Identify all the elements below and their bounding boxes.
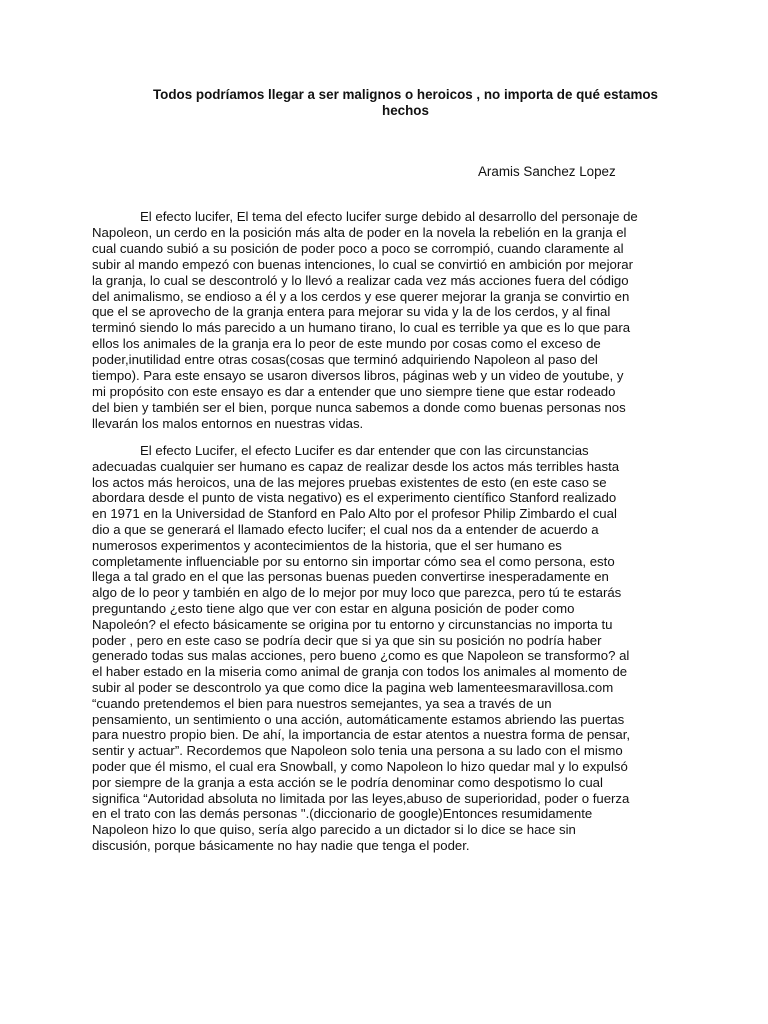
- paragraph-2: [92, 443, 672, 854]
- text-line: discusión, porque básicamente no hay nadie que tenga el poder.: [92, 837, 470, 853]
- text-line: los actos más heroicos, una de las mejores pruebas existentes de esto (en este caso se: [92, 474, 607, 490]
- author-name: Aramis Sanchez Lopez: [478, 164, 616, 179]
- text-line: tiempo). Para este ensayo se usaron diversos libros, páginas web y un video de youtube, y: [92, 368, 624, 384]
- text-line: El efecto lucifer, El tema del efecto lucifer surge debido al desarrollo del personaje de: [140, 209, 638, 224]
- text-line: del bien y también ser el bien, porque nunca sabemos a donde como buenas personas nos: [92, 399, 626, 415]
- text-line: del animalismo, se endioso a él y a los cerdos y ese querer mejorar la granja se convirtio en: [92, 288, 630, 304]
- text-line: El efecto Lucifer, el efecto Lucifer es dar entender que con las circunstancias: [140, 443, 589, 458]
- text-line: “cuando pretendemos el bien para nuestros semejantes, ya sea a través de un: [92, 695, 552, 711]
- text-line: terminó siendo lo más parecido a un humano tirano, lo cual es terrible ya que es lo que para: [92, 320, 631, 336]
- text-line: Napoleon, un cerdo en la posición más alta de poder en la novela la rebelión en la granja el: [92, 224, 627, 240]
- text-line: preguntando ¿esto tiene algo que ver con estar en alguna posición de poder como: [92, 600, 575, 616]
- text-line: significa “Autoridad absoluta no limitada por las leyes,abuso de superioridad, poder o fuerza: [92, 790, 630, 806]
- text-line: dio a que se generará el llamado efecto lucifer; el cual nos da a entender de acuerdo a: [92, 521, 599, 537]
- text-line: mi propósito con este ensayo es dar a entender que uno siempre tiene que estar rodeado: [92, 383, 616, 399]
- text-line: para nuestro propio bien. De ahí, la importancia de estar atentos a nuestra forma de pensar,: [92, 727, 631, 743]
- text-line: en el trato con las demás personas ".(diccionario de google)Entonces resumidamente: [92, 806, 593, 822]
- text-line: subir al mando empezó con buenas intenciones, lo cual se convirtió en ambición por mejorar: [92, 256, 633, 272]
- text-line: pensamiento, un sentimiento o una acción, automáticamente estamos abriendo las puertas: [92, 711, 625, 727]
- text-line: poder , pero en este caso se podría decir que si ya que sin su posición no podría haber: [92, 632, 602, 648]
- title-line: Todos podríamos llegar a ser malignos o heroicos , no importa de qué estamos: [153, 87, 658, 102]
- text-line: el haber estado en la miseria como animal de granja con todos los animales al momento de: [92, 664, 628, 680]
- text-line: llega a tal grado en el que las personas buenas pueden convertirse inesperadamente en: [92, 569, 609, 585]
- text-line: completamente influenciable por su entorno sin importar cómo sea el como persona, esto: [92, 553, 615, 569]
- text-line: ellos los animales de la granja era lo peor de este mundo por cosas como el exceso de: [92, 336, 601, 352]
- text-line: sentir y actuar”. Recordemos que Napoleon solo tenia una persona a su lado con el mismo: [92, 743, 623, 759]
- paragraph-1: [92, 209, 672, 432]
- text-line: la granja, lo cual se descontroló y lo llevó a realizar cada vez más acciones fuera del código: [92, 272, 629, 288]
- text-line: llevarán los malos entornos en nuestras vidas.: [92, 415, 364, 431]
- text-line: cual cuando subió a su posición de poder poco a poco se corrompió, cuando claramente al: [92, 240, 624, 256]
- text-line: Napoleon hizo lo que quiso, sería algo parecido a un dictador si lo dice se hace sin: [92, 822, 576, 838]
- text-line: adecuadas cualquier ser humano es capaz de realizar desde los actos más terribles hasta: [92, 458, 620, 474]
- text-line: generado todas sus malas acciones, pero bueno ¿como es que Napoleon se transformo? al: [92, 648, 630, 664]
- text-line: Napoleón? el efecto básicamente se origina por tu entorno y circunstancias no importa tu: [92, 616, 613, 632]
- text-line: subir al poder se descontrolo ya que como dice la pagina web lamenteesmaravillosa.com: [92, 679, 614, 695]
- text-line: por siempre de la granja a esta acción se le podría denominar como despotismo lo cual: [92, 774, 603, 790]
- text-line: poder,inutilidad entre otras cosas(cosas que terminó adquiriendo Napoleon al paso del: [92, 352, 598, 368]
- text-line: en 1971 en la Universidad de Stanford en Palo Alto por el profesor Philip Zimbardo el cual: [92, 506, 617, 522]
- text-line: que el se aprovecho de la granja entera para mejorar su vida y la de los cerdos, y al final: [92, 304, 611, 320]
- text-line: poder que él mismo, el cual era Snowball, y como Napoleon lo hizo quedar mal y lo expulsó: [92, 758, 628, 774]
- title-line: hechos: [382, 103, 429, 118]
- text-line: numerosos experimentos y acontecimientos de la historia, que el ser humano es: [92, 537, 562, 553]
- text-line: algo de lo peor y también en algo de lo mejor por muy loco que parezca, pero tú te estarás: [92, 585, 622, 601]
- text-line: abordara desde el punto de vista negativo) es el experimento científico Stanford realizado: [92, 490, 617, 506]
- document-title: [118, 87, 693, 119]
